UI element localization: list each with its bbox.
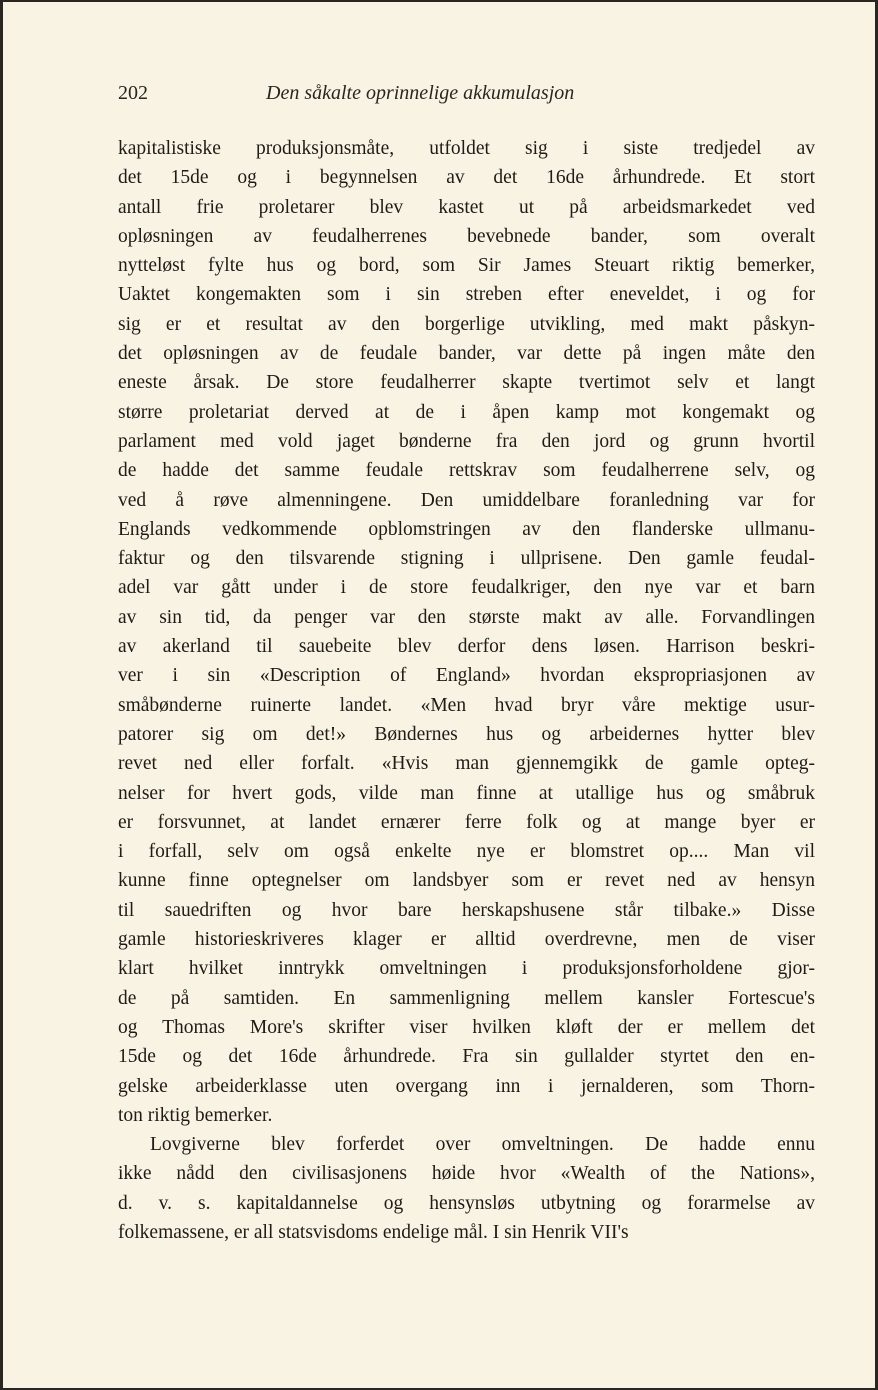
text-line: ver i sin «Description of England» hvordan ekspropriasjonen av — [118, 665, 815, 687]
text-line: kapitalistiske produksjonsmåte, utfoldet sig i siste tredjedel av — [118, 138, 815, 159]
text-line: av akerland til sauebeite blev derfor dens løsen. Harrison beskri- — [118, 636, 815, 658]
text-line: nelser for hvert gods, vilde man finne at utallige hus og småbruk — [118, 782, 815, 804]
text-line: og Thomas More's skrifter viser hvilken kløft der er mellem det — [118, 1016, 815, 1038]
body-text — [118, 134, 815, 1247]
text-line: folkemassene, er all statsvisdoms endelige mål. I sin Henrik VII's — [118, 1221, 629, 1243]
text-line: småbønderne ruinerte landet. «Men hvad bryr våre mektige usur- — [118, 694, 815, 716]
text-line: ved å røve almenningene. Den umiddelbare foranledning var for — [118, 489, 815, 511]
page-number: 202 — [118, 82, 148, 104]
text-line: patorer sig om det!» Bøndernes hus og arbeidernes hytter blev — [118, 723, 815, 745]
running-title: Den såkalte oprinnelige akkumulasjon — [266, 82, 575, 104]
text-line: sig er et resultat av den borgerlige utvikling, med makt påskyn- — [118, 313, 815, 335]
text-line: ton riktig bemerker. — [118, 1104, 273, 1126]
text-line: faktur og den tilsvarende stigning i ullprisene. Den gamle feudal- — [118, 548, 815, 570]
text-line: opløsningen av feudalherrenes bevebnede bander, som overalt — [118, 225, 815, 247]
text-line: til sauedriften og hvor bare herskapshusene står tilbake.» Disse — [118, 899, 815, 921]
text-line: det opløsningen av de feudale bander, var dette på ingen måte den — [118, 343, 815, 365]
text-line: Uaktet kongemakten som i sin streben efter eneveldet, i og for — [118, 284, 815, 306]
paragraph — [118, 134, 815, 1130]
text-line: d. v. s. kapitaldannelse og hensynsløs utbytning og forarmelse av — [118, 1192, 815, 1214]
text-line: de hadde det samme feudale rettskrav som feudalherrene selv, og — [118, 460, 815, 482]
paragraph — [118, 1130, 815, 1247]
text-line: 15de og det 16de århundrede. Fra sin gullalder styrtet den en- — [118, 1046, 815, 1068]
text-line: større proletariat derved at de i åpen kamp mot kongemakt og — [118, 401, 815, 423]
text-line: gamle historieskriveres klager er alltid overdrevne, men de viser — [118, 929, 815, 951]
text-line: ikke nådd den civilisasjonens høide hvor «Wealth of the Nations», — [118, 1163, 815, 1185]
text-line: av sin tid, da penger var den største makt av alle. Forvandlingen — [118, 606, 815, 628]
text-line: Englands vedkommende opblomstringen av den flanderske ullmanu- — [118, 518, 815, 540]
running-header — [118, 82, 818, 112]
text-line: revet ned eller forfalt. «Hvis man gjennemgikk de gamle opteg- — [118, 753, 815, 775]
scanned-page — [3, 2, 875, 1388]
text-line: klart hvilket inntrykk omveltningen i produksjonsforholdene gjor- — [118, 958, 815, 980]
text-line: eneste årsak. De store feudalherrer skapte tvertimot selv et langt — [118, 372, 815, 394]
text-line: antall frie proletarer blev kastet ut på arbeidsmarkedet ved — [118, 196, 815, 218]
text-line: er forsvunnet, at landet ernærer ferre folk og at mange byer er — [118, 811, 815, 833]
text-line: parlament med vold jaget bønderne fra den jord og grunn hvortil — [118, 430, 815, 452]
text-line: de på samtiden. En sammenligning mellem kansler Fortescue's — [118, 987, 815, 1009]
text-line: det 15de og i begynnelsen av det 16de århundrede. Et stort — [118, 167, 815, 189]
text-line: nytteløst fylte hus og bord, som Sir James Steuart riktig bemerker, — [118, 255, 815, 277]
text-line: i forfall, selv om også enkelte nye er blomstret op.... Man vil — [118, 841, 815, 863]
text-line: adel var gått under i de store feudalkriger, den nye var et barn — [118, 577, 815, 599]
text-line: gelske arbeiderklasse uten overgang inn i jernalderen, som Thorn- — [118, 1075, 815, 1097]
text-line: kunne finne optegnelser om landsbyer som er revet ned av hensyn — [118, 870, 815, 892]
text-line: Lovgiverne blev forferdet over omveltningen. De hadde ennu — [150, 1134, 815, 1156]
